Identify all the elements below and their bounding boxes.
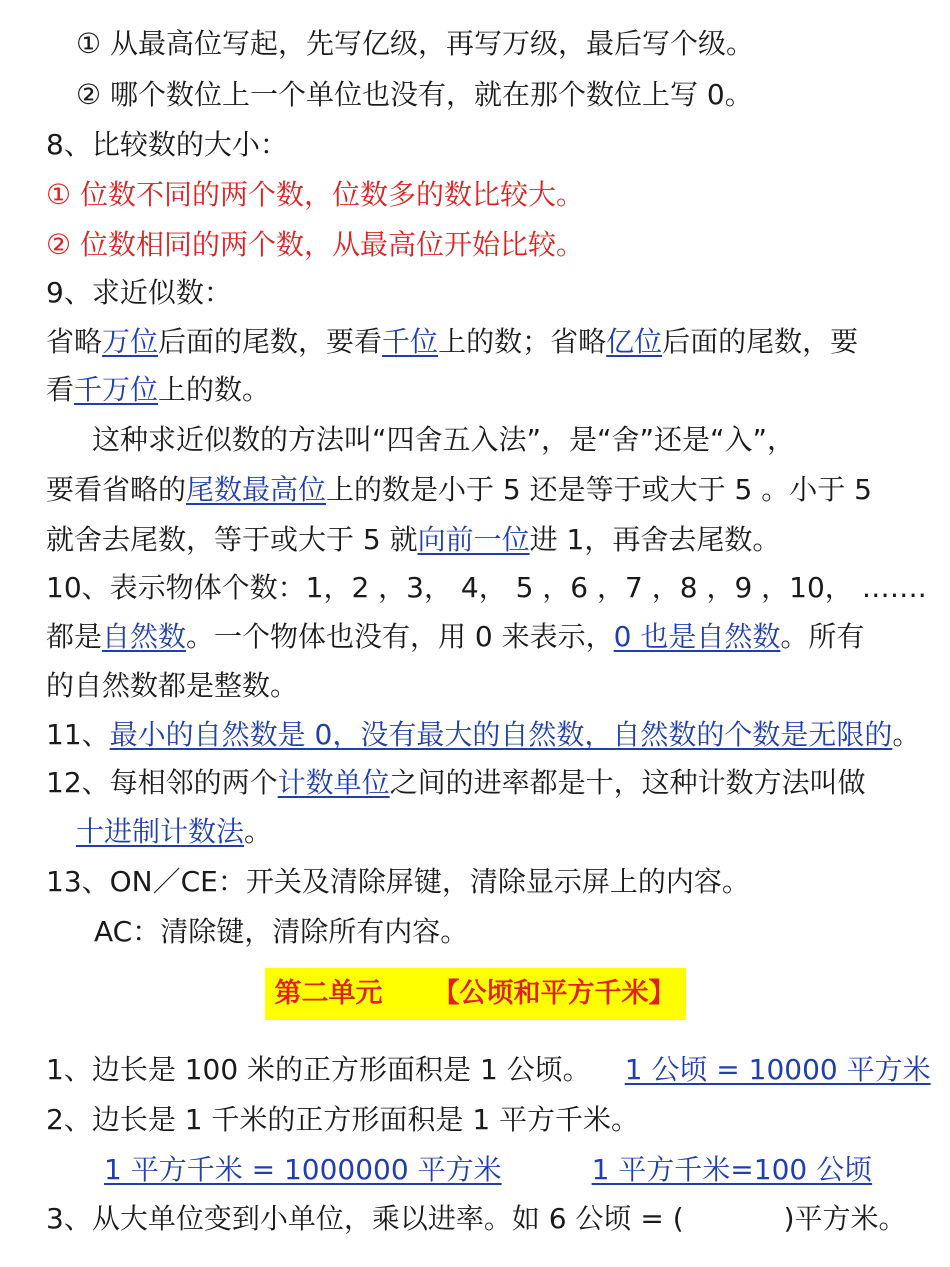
text: 进 1，再舍去尾数。 [529,523,781,556]
item-12-line-1 [0,763,950,803]
item-10-line-2 [0,617,950,657]
write-rule-1: ① 从最高位写起，先写亿级，再写万级，最后写个级。 [76,27,755,60]
unit2-item-3 [0,1199,950,1239]
keyword-tail-highest-digit: 尾数最高位 [186,473,327,506]
item-13-line-2: AC：清除键，清除所有内容。 [94,915,469,948]
item-9-line-4 [0,470,950,510]
text: )平方米。 [783,1202,907,1235]
item-13-line-1: 13、ON／CE：开关及清除屏键，清除显示屏上的内容。 [46,865,750,898]
unit-2-header-box [265,968,686,1020]
formula-sq-km-to-hectare: 1 平方千米=100 公顷 [591,1153,873,1186]
text: 要看省略的 [46,473,187,506]
text: 11、 [46,718,110,751]
unit-title: 第二单元 [274,978,383,1009]
text: 省略 [46,325,103,358]
text: 后面的尾数，要 [662,325,859,358]
unit2-item-2-formulas [0,1150,950,1190]
item-9-title: 9、求近似数： [46,276,232,309]
text: 。 [244,815,273,848]
keyword-yi-wei: 亿位 [606,325,663,358]
keyword-counting-unit: 计数单位 [277,766,390,799]
text: 都是 [46,620,103,653]
text: 上的数是小于 5 还是等于或大于 5 。小于 5 [326,473,872,506]
text: 。一个物体也没有，用 0 来表示， [186,620,614,653]
keyword-decimal-system: 十进制计数法 [76,815,245,848]
keyword-smallest-natural: 最小的自然数是 0，没有最大的自然数，自然数的个数是无限的 [109,718,893,751]
item-8-rule-2: ② 位数相同的两个数，从最高位开始比较。 [46,228,585,261]
unit2-item-1 [0,1050,950,1090]
text: 后面的尾数，要看 [158,325,383,358]
item-8-rule-1: ① 位数不同的两个数，位数多的数比较大。 [46,178,585,211]
keyword-qian-wei: 千位 [382,325,439,358]
text: 12、每相邻的两个 [46,766,278,799]
text: 看 [46,373,75,406]
keyword-natural-number: 自然数 [102,620,187,653]
text: 上的数。 [158,373,271,406]
item-12-line-2 [0,812,950,852]
keyword-wan-wei: 万位 [102,325,159,358]
text: 上的数；省略 [438,325,607,358]
formula-sq-km-to-sq-m: 1 平方千米 = 1000000 平方米 [104,1153,502,1186]
item-10-line-3: 的自然数都是整数。 [46,669,299,702]
item-9-line-1 [0,322,950,362]
keyword-qian-wan-wei: 千万位 [74,373,159,406]
text: 。 [892,718,921,751]
item-9-line-2 [0,370,950,410]
keyword-zero-natural: 0 也是自然数 [613,620,781,653]
text: 。所有 [780,620,865,653]
item-9-line-3: 这种求近似数的方法叫“四舍五入法”，是“舍”还是“入”， [92,423,796,456]
unit-subtitle: 【公顷和平方千米】 [432,978,676,1009]
text: 就舍去尾数，等于或大于 5 就 [46,523,418,556]
text: 之间的进率都是十，这种计数方法叫做 [389,766,866,799]
item-11 [0,715,950,755]
item-10-line-1: 10、表示物体个数：1，2 ，3， 4， 5 ，6 ，7 ，8 ，9 ，10， ……. [46,571,927,604]
unit2-item-2: 2、边长是 1 千米的正方形面积是 1 平方千米。 [46,1103,640,1136]
text: 1、边长是 100 米的正方形面积是 1 公顷。 [46,1053,591,1086]
text: 3、从大单位变到小单位，乘以进率。如 6 公顷 = ( [46,1202,684,1235]
keyword-forward-one: 向前一位 [417,523,530,556]
item-9-line-5 [0,520,950,560]
write-rule-2: ② 哪个数位上一个单位也没有，就在那个数位上写 0。 [76,78,753,111]
formula-hectare: 1 公顷 = 10000 平方米 [624,1053,931,1086]
item-8-title: 8、比较数的大小： [46,128,288,161]
unit-2-header [0,968,950,1020]
